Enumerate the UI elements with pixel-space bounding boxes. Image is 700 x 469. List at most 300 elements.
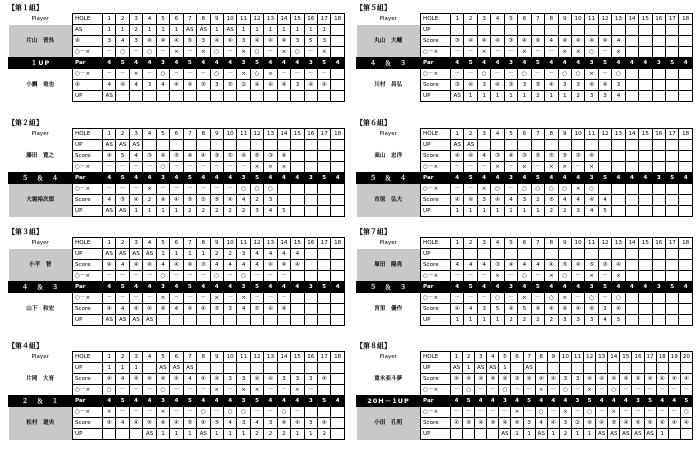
par-cell: 3 <box>237 396 250 407</box>
group-title: 【第１組】 <box>8 4 43 12</box>
up-cell: 1 <box>170 206 183 217</box>
hole-label: HOLE <box>421 14 451 25</box>
marks-cell: － <box>156 184 169 195</box>
up-cell <box>197 91 210 102</box>
par-cell: 5 <box>666 58 679 69</box>
up-cell <box>277 363 290 374</box>
marks-cell: － <box>291 69 304 80</box>
score-cell <box>666 80 679 91</box>
par-cell: 3 <box>156 396 169 407</box>
score-cell <box>331 195 344 206</box>
score-cell: ④ <box>156 418 169 429</box>
up-cell <box>451 429 463 440</box>
up-cell: 1 <box>156 25 169 36</box>
up-cell: 1 <box>103 363 116 374</box>
marks-cell: － <box>596 385 608 396</box>
score-cell: ⑤ <box>223 151 236 162</box>
score-cell: 3 <box>612 80 625 91</box>
par-cell: 5 <box>523 396 535 407</box>
marks-cell: － <box>170 407 183 418</box>
marks-label: ○－× <box>73 407 103 418</box>
up-cell: AS <box>608 429 620 440</box>
score-cell: 4 <box>116 418 129 429</box>
up-cell <box>679 25 692 36</box>
hole-number: 9 <box>210 14 223 25</box>
marks-cell: － <box>451 184 464 195</box>
score-cell: ③ <box>598 260 611 271</box>
table-row <box>357 293 693 304</box>
up-cell: 1 <box>464 206 477 217</box>
marks-cell: ○ <box>250 47 263 58</box>
score-cell: 4 <box>464 260 477 271</box>
hole-number: 7 <box>531 14 544 25</box>
up-cell <box>156 315 169 326</box>
score-cell: 3 <box>571 80 584 91</box>
marks-cell <box>666 47 679 58</box>
score-cell: ⑤ <box>558 151 571 162</box>
up-cell <box>545 249 558 260</box>
up-cell: 1 <box>464 315 477 326</box>
up-cell: 1 <box>477 206 490 217</box>
marks-cell: － <box>491 69 504 80</box>
par-cell: 4 <box>210 396 223 407</box>
up-cell <box>666 91 679 102</box>
par-cell: 4 <box>451 173 464 184</box>
up-cell: 1 <box>116 363 129 374</box>
par-cell: 4 <box>545 58 558 69</box>
score-cell: ④ <box>608 374 620 385</box>
marks-cell: － <box>318 69 331 80</box>
up-cell: AS <box>103 91 116 102</box>
marks-cell: － <box>477 162 490 173</box>
score-cell: ④ <box>585 36 598 47</box>
marks-cell: － <box>116 385 129 396</box>
marks-cell: － <box>143 271 156 282</box>
score-cell: ⑤ <box>558 260 571 271</box>
marks-cell: － <box>103 162 116 173</box>
up-cell: AS <box>451 140 464 151</box>
hole-label: HOLE <box>73 14 103 25</box>
marks-cell: － <box>571 162 584 173</box>
score-cell: 4 <box>183 374 196 385</box>
hole-number: 9 <box>558 238 571 249</box>
up-cell: 4 <box>277 249 290 260</box>
marks-cell: ○ <box>558 184 571 195</box>
up-cell <box>491 140 504 151</box>
up-cell <box>679 140 692 151</box>
hole-number: 9 <box>547 352 559 363</box>
marks-cell: － <box>170 162 183 173</box>
up-cell: 2 <box>264 429 277 440</box>
par-cell: 3 <box>304 396 317 407</box>
up-cell: 3 <box>558 315 571 326</box>
score-cell <box>331 36 344 47</box>
up-cell <box>625 315 638 326</box>
up-cell: 2 <box>210 206 223 217</box>
up-cell <box>331 249 344 260</box>
par-cell: 3 <box>304 173 317 184</box>
up-cell <box>558 25 571 36</box>
table-row <box>357 407 693 418</box>
hole-number: 13 <box>264 352 277 363</box>
up-cell: 1 <box>156 429 169 440</box>
par-cell: 4 <box>679 58 692 69</box>
up-cell: 2 <box>277 429 290 440</box>
marks-cell <box>666 162 679 173</box>
up-cell <box>250 91 263 102</box>
marks-cell: － <box>277 385 290 396</box>
score-cell: ④ <box>487 374 499 385</box>
hole-number: 9 <box>558 129 571 140</box>
score-cell: ④ <box>116 80 129 91</box>
hole-number: 9 <box>210 238 223 249</box>
marks-cell: － <box>291 407 304 418</box>
up-cell <box>652 206 665 217</box>
up-cell <box>464 249 477 260</box>
par-cell: 3 <box>304 282 317 293</box>
score-cell <box>598 151 611 162</box>
up-cell <box>331 140 344 151</box>
marks-cell: ○ <box>499 385 511 396</box>
hole-number: 13 <box>612 129 625 140</box>
marks-cell: ○ <box>223 407 236 418</box>
par-label: Par <box>421 282 451 293</box>
up-cell: AS <box>116 206 129 217</box>
marks-cell: × <box>277 162 290 173</box>
marks-cell: ○ <box>491 184 504 195</box>
marks-cell <box>291 293 304 304</box>
par-label: Par <box>421 396 451 407</box>
score-cell <box>639 36 652 47</box>
score-cell: ④ <box>223 195 236 206</box>
marks-cell: － <box>598 293 611 304</box>
score-cell: ⑤ <box>210 195 223 206</box>
up-cell <box>652 315 665 326</box>
score-cell <box>666 260 679 271</box>
up-cell: 1 <box>504 206 517 217</box>
score-cell: ③ <box>491 151 504 162</box>
score-cell: ④ <box>632 374 644 385</box>
up-cell: 1 <box>571 429 583 440</box>
up-cell: 1 <box>491 91 504 102</box>
hole-number: 2 <box>464 238 477 249</box>
up-cell: 2 <box>250 429 263 440</box>
hole-label: HOLE <box>421 352 451 363</box>
par-cell: 4 <box>679 173 692 184</box>
up-label: UP <box>73 363 103 374</box>
score-cell: ③ <box>571 151 584 162</box>
hole-number: 17 <box>666 14 679 25</box>
marks-cell <box>652 47 665 58</box>
marks-cell <box>625 162 638 173</box>
score-cell: ④ <box>156 36 169 47</box>
table-row <box>357 69 693 80</box>
hole-number: 8 <box>545 14 558 25</box>
score-cell: ④ <box>547 418 559 429</box>
up-label: UP <box>421 363 451 374</box>
score-cell: ④ <box>596 374 608 385</box>
score-cell: ④ <box>464 80 477 91</box>
up-label: UP <box>73 429 103 440</box>
par-cell: 4 <box>103 282 116 293</box>
up-cell <box>237 91 250 102</box>
score-cell: ⑤ <box>545 195 558 206</box>
score-cell: ③ <box>264 151 277 162</box>
hole-number: 6 <box>170 14 183 25</box>
marks-cell: － <box>504 184 517 195</box>
hole-number: 17 <box>644 352 656 363</box>
score-cell: ④ <box>620 418 632 429</box>
score-cell: ④ <box>571 260 584 271</box>
match-result: ５ ＆ ４ <box>9 173 73 184</box>
score-cell: ⑤ <box>250 151 263 162</box>
up-cell: 4 <box>264 249 277 260</box>
table-row <box>9 184 345 195</box>
score-cell <box>639 195 652 206</box>
hole-number: 16 <box>632 352 644 363</box>
par-cell: 5 <box>318 282 331 293</box>
hole-number: 10 <box>223 352 236 363</box>
up-label: UP <box>421 25 451 36</box>
par-cell: 4 <box>451 282 464 293</box>
marks-cell: － <box>143 385 156 396</box>
up-cell: 4 <box>598 315 611 326</box>
par-cell: 4 <box>487 396 499 407</box>
table-row <box>9 238 345 249</box>
score-cell: ④ <box>491 80 504 91</box>
par-cell: 3 <box>504 282 517 293</box>
marks-cell: × <box>291 385 304 396</box>
score-cell: ④ <box>644 418 656 429</box>
marks-cell: × <box>250 162 263 173</box>
score-cell: 3 <box>518 195 531 206</box>
marks-cell: － <box>264 293 277 304</box>
par-cell: 4 <box>170 282 183 293</box>
up-cell <box>596 363 608 374</box>
hole-number: 10 <box>223 238 236 249</box>
hole-number: 16 <box>304 14 317 25</box>
score-cell <box>318 260 331 271</box>
score-cell: ④ <box>304 80 317 91</box>
marks-cell: ○ <box>250 69 263 80</box>
marks-cell <box>331 162 344 173</box>
score-cell: ② <box>237 80 250 91</box>
up-cell <box>504 140 517 151</box>
score-cell: ④ <box>129 260 142 271</box>
par-cell: 4 <box>491 282 504 293</box>
marks-cell: － <box>464 162 477 173</box>
par-cell: 4 <box>197 396 210 407</box>
marks-cell: ○ <box>585 47 598 58</box>
marks-cell: － <box>116 271 129 282</box>
marks-cell: － <box>116 162 129 173</box>
score-cell: ④ <box>210 36 223 47</box>
hole-number: 12 <box>598 14 611 25</box>
hole-number: 18 <box>331 129 344 140</box>
up-cell <box>612 140 625 151</box>
par-cell: 5 <box>116 58 129 69</box>
par-label: Par <box>421 173 451 184</box>
hole-number: 9 <box>210 352 223 363</box>
up-cell: AS <box>523 363 535 374</box>
marks-cell: × <box>264 69 277 80</box>
player-header: Player <box>357 238 421 249</box>
hole-number: 1 <box>451 238 464 249</box>
marks-cell <box>318 184 331 195</box>
score-cell: ④ <box>250 374 263 385</box>
up-cell <box>264 91 277 102</box>
up-cell <box>531 140 544 151</box>
marks-cell <box>304 293 317 304</box>
score-cell: ④ <box>103 260 116 271</box>
player-b-name: 川村 昌弘 <box>357 69 421 102</box>
par-cell: 4 <box>511 396 523 407</box>
par-cell: 4 <box>291 282 304 293</box>
par-cell: 4 <box>170 396 183 407</box>
up-cell <box>331 429 344 440</box>
table-row <box>9 14 345 25</box>
score-cell: ④ <box>545 304 558 315</box>
par-cell: 3 <box>652 58 665 69</box>
hole-number: 11 <box>585 129 598 140</box>
hole-number: 16 <box>652 238 665 249</box>
hole-number: 6 <box>170 129 183 140</box>
score-cell: ③ <box>451 80 464 91</box>
up-cell: 1 <box>518 206 531 217</box>
score-cell: 4 <box>598 195 611 206</box>
up-cell <box>318 140 331 151</box>
score-cell: 4 <box>237 195 250 206</box>
up-cell <box>210 363 223 374</box>
score-cell: ④ <box>531 304 544 315</box>
marks-cell: － <box>620 407 632 418</box>
up-cell: 2 <box>531 315 544 326</box>
score-cell: ⑤ <box>545 151 558 162</box>
score-label: ④ <box>73 80 103 91</box>
up-cell <box>103 429 116 440</box>
par-cell: 3 <box>499 396 511 407</box>
score-cell: ⑤ <box>183 36 196 47</box>
marks-cell: － <box>504 47 517 58</box>
score-cell: 2 <box>250 195 263 206</box>
marks-cell <box>639 271 652 282</box>
marks-cell: ○ <box>608 385 620 396</box>
up-cell: 1 <box>318 25 331 36</box>
up-cell: 2 <box>571 91 584 102</box>
marks-cell: － <box>531 47 544 58</box>
up-cell <box>477 25 490 36</box>
marks-cell: － <box>680 385 692 396</box>
up-cell <box>511 363 523 374</box>
score-cell <box>291 151 304 162</box>
player-header: Player <box>357 352 421 363</box>
par-cell: 4 <box>620 396 632 407</box>
up-cell <box>571 140 584 151</box>
up-cell <box>632 363 644 374</box>
score-cell <box>318 151 331 162</box>
score-cell <box>666 151 679 162</box>
par-cell: 4 <box>210 282 223 293</box>
par-cell: 4 <box>291 173 304 184</box>
score-cell: ④ <box>129 374 142 385</box>
score-cell <box>679 260 692 271</box>
hole-label: HOLE <box>73 129 103 140</box>
par-cell: 4 <box>656 396 668 407</box>
match-table <box>8 351 345 440</box>
marks-cell <box>612 184 625 195</box>
par-cell: 4 <box>264 282 277 293</box>
score-cell <box>652 36 665 47</box>
up-cell: AS <box>475 363 487 374</box>
marks-cell: － <box>197 271 210 282</box>
marks-cell: ○ <box>197 407 210 418</box>
score-cell: ④ <box>523 374 535 385</box>
up-cell <box>170 91 183 102</box>
hole-number: 5 <box>504 129 517 140</box>
marks-cell: × <box>559 407 571 418</box>
match-table <box>356 128 693 217</box>
table-row <box>357 363 693 374</box>
table-row <box>9 396 345 407</box>
score-cell: ④ <box>499 374 511 385</box>
par-cell: 4 <box>545 282 558 293</box>
hole-number: 1 <box>103 129 116 140</box>
score-cell: ④ <box>277 80 290 91</box>
score-cell: ④ <box>129 195 142 206</box>
marks-cell <box>679 184 692 195</box>
up-cell <box>652 140 665 151</box>
score-cell <box>625 36 638 47</box>
score-cell: ④ <box>451 304 464 315</box>
up-cell: 1 <box>210 429 223 440</box>
par-cell: 5 <box>183 282 196 293</box>
marks-cell: × <box>210 293 223 304</box>
marks-cell: － <box>197 162 210 173</box>
up-cell: AS <box>183 363 196 374</box>
up-cell <box>652 249 665 260</box>
up-cell: AS <box>129 140 142 151</box>
score-cell: 4 <box>210 260 223 271</box>
marks-cell: － <box>223 162 236 173</box>
par-cell: 4 <box>518 173 531 184</box>
score-cell <box>625 304 638 315</box>
up-label: AS <box>73 25 103 36</box>
up-cell <box>558 140 571 151</box>
marks-cell: ○ <box>210 69 223 80</box>
score-cell: ⑤ <box>183 418 196 429</box>
score-cell <box>679 304 692 315</box>
score-cell: ④ <box>463 374 475 385</box>
up-cell <box>518 249 531 260</box>
score-cell: 2 <box>531 195 544 206</box>
up-cell <box>197 140 210 151</box>
up-cell <box>129 429 142 440</box>
up-label: UP <box>73 91 103 102</box>
score-cell: ④ <box>451 374 463 385</box>
score-cell <box>666 195 679 206</box>
up-cell <box>585 140 598 151</box>
marks-cell: ○ <box>237 407 250 418</box>
up-cell <box>318 315 331 326</box>
marks-cell: × <box>518 47 531 58</box>
up-cell <box>680 429 692 440</box>
hole-number: 10 <box>571 14 584 25</box>
par-cell: 5 <box>666 282 679 293</box>
table-row <box>357 282 693 293</box>
marks-cell: － <box>170 69 183 80</box>
player-header: Player <box>9 238 73 249</box>
score-cell: ④ <box>451 418 463 429</box>
